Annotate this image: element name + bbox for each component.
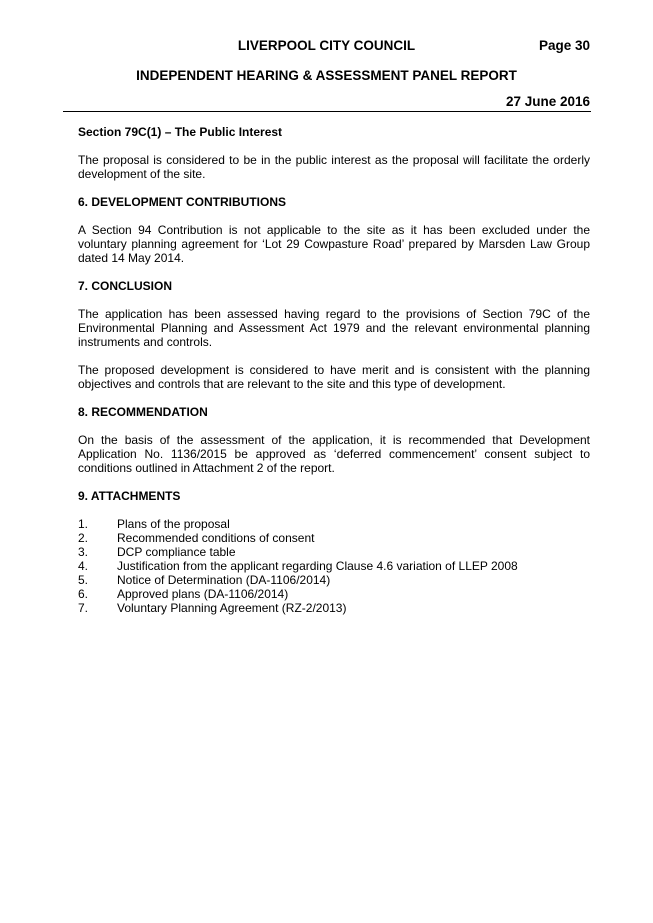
list-item-text: Notice of Determination (DA-1106/2014) [117, 573, 331, 587]
report-date: 27 June 2016 [505, 94, 590, 109]
list-item-text: Plans of the proposal [117, 517, 230, 531]
list-item [78, 531, 590, 545]
list-item-number: 7. [78, 601, 89, 615]
list-item [78, 545, 590, 559]
recommendation-heading: 8. RECOMMENDATION [78, 405, 208, 419]
conclusion-paragraph-1: The application has been assessed having regard to the provisions of Section 79C of the Environmental Planning and Assessment Act 1979 and the relevant environmental planning instruments and controls. [78, 307, 590, 349]
list-item-text: Approved plans (DA-1106/2014) [117, 587, 289, 601]
report-title: INDEPENDENT HEARING & ASSESSMENT PANEL REPORT [136, 68, 517, 83]
list-item-text: Justification from the applicant regarding Clause 4.6 variation of LLEP 2008 [117, 559, 518, 573]
list-item-text: DCP compliance table [117, 545, 236, 559]
list-item-number: 5. [78, 573, 89, 587]
list-item-text: Voluntary Planning Agreement (RZ-2/2013) [117, 601, 347, 615]
list-item [78, 517, 590, 531]
public-interest-heading: Section 79C(1) – The Public Interest [78, 125, 283, 139]
page-number: Page 30 [538, 38, 590, 53]
list-item-number: 6. [78, 587, 89, 601]
recommendation-text: On the basis of the assessment of the application, it is recommended that Development Application No. 1136/2015 be approved as ‘deferred commencement’ consent subject to conditions outlined in Attachment 2 of the report. [78, 433, 590, 475]
list-item [78, 587, 590, 601]
list-item [78, 601, 590, 615]
attachments-list [78, 517, 590, 615]
list-item-number: 4. [78, 559, 89, 573]
list-item-number: 1. [78, 517, 89, 531]
contributions-heading: 6. DEVELOPMENT CONTRIBUTIONS [78, 195, 287, 209]
list-item-number: 3. [78, 545, 89, 559]
document-body [78, 125, 590, 615]
list-item-text: Recommended conditions of consent [117, 531, 315, 545]
list-item-number: 2. [78, 531, 89, 545]
council-name: LIVERPOOL CITY COUNCIL [237, 38, 416, 53]
conclusion-paragraph-2: The proposed development is considered to have merit and is consistent with the planning objectives and controls that are relevant to the site and this type of development. [78, 363, 590, 391]
public-interest-text: The proposal is considered to be in the public interest as the proposal will facilitate the orderly development of the site. [78, 153, 590, 181]
list-item [78, 559, 590, 573]
header-divider [63, 111, 591, 112]
conclusion-heading: 7. CONCLUSION [78, 279, 173, 293]
attachments-heading: 9. ATTACHMENTS [78, 489, 181, 503]
contributions-text: A Section 94 Contribution is not applicable to the site as it has been excluded under the voluntary planning agreement for ‘Lot 29 Cowpasture Road’ prepared by Marsden Law Group dated 14 May 2014. [78, 223, 590, 265]
list-item [78, 573, 590, 587]
